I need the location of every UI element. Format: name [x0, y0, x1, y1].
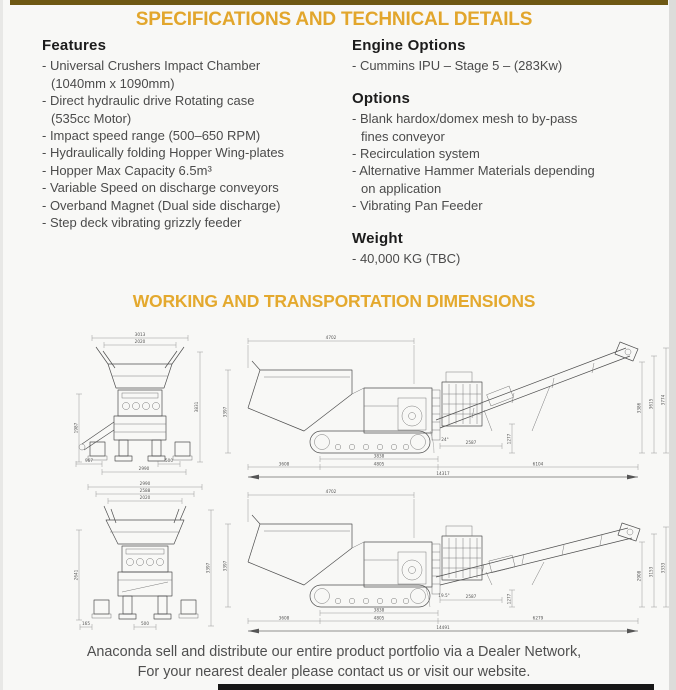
- dim-label: 3397: [222, 406, 228, 418]
- crusher-front-silhouette: [79, 347, 192, 461]
- engine-options-section: [352, 37, 622, 75]
- footer-line-1: Anaconda sell and distribute our entire product portfolio via a Dealer Network,: [86, 644, 582, 660]
- dim-label: 3838: [373, 607, 385, 613]
- dim-label: 2020: [139, 495, 151, 501]
- dimensions-section-title: WORKING AND TRANSPORTATION DIMENSIONS: [132, 291, 536, 311]
- list-item: - Cummins IPU – Stage 5 – (283Kw): [352, 58, 563, 74]
- footer-line-2: For your nearest dealer please contact us or visit our website.: [137, 663, 531, 680]
- options-section: [352, 90, 622, 215]
- dim-label: 4702: [325, 335, 337, 340]
- dim-label: 4805: [373, 615, 385, 621]
- options-column: [352, 37, 622, 282]
- dim-label: 3774: [660, 394, 666, 406]
- weight-list: [352, 250, 622, 267]
- dim-label: 14317: [436, 471, 450, 476]
- dim-label: 2587: [465, 440, 477, 445]
- dim-label: 3153: [648, 566, 654, 578]
- dim-label: 4702: [325, 489, 337, 494]
- dim-label: 500: [141, 621, 149, 626]
- dim-label: 6279: [532, 615, 544, 621]
- weight-heading: Weight: [352, 229, 403, 247]
- dim-label: 3013: [134, 332, 146, 337]
- dim-label: 6104: [532, 461, 544, 467]
- dim-label: 14491: [436, 625, 450, 630]
- list-item: - Vibrating Pan Feeder: [352, 198, 483, 214]
- dim-label: 2020: [134, 339, 146, 345]
- features-column: [42, 37, 342, 246]
- list-item: - Overband Magnet (Dual side discharge): [42, 197, 281, 213]
- dim-label: 3397: [222, 560, 228, 572]
- crusher-front-silhouette: [92, 506, 198, 619]
- dim-label: 1987: [74, 422, 79, 434]
- dim-label: 3397: [205, 562, 211, 574]
- dim-label: 3831: [194, 401, 199, 413]
- page-left-edge: [0, 0, 3, 690]
- dim-label: 4805: [373, 461, 385, 467]
- dim-label: 3615: [648, 398, 654, 410]
- dim-label: 24°: [441, 437, 449, 442]
- dim-label: 2588: [139, 488, 151, 494]
- engine-options-heading: Engine Options: [352, 37, 466, 54]
- list-item: - Recirculation system: [352, 146, 480, 162]
- engine-options-list: [352, 57, 622, 74]
- dim-label: 2587: [465, 594, 477, 599]
- transport-side-view-drawing: [202, 482, 670, 640]
- dim-label: 165: [82, 621, 90, 626]
- options-heading: Options: [352, 89, 411, 107]
- dim-label: 967: [85, 458, 93, 463]
- options-list: [352, 110, 622, 214]
- page-right-edge: [669, 0, 676, 690]
- list-item: - Hopper Max Capacity 6.5m³: [42, 162, 212, 178]
- features-heading: Features: [42, 37, 107, 54]
- list-item: - Step deck vibrating grizzly feeder: [42, 215, 242, 231]
- list-item: - Variable Speed on discharge conveyors: [42, 180, 279, 196]
- list-item: - Universal Crushers Impact Chamber (1040mm x 1090mm): [42, 58, 261, 91]
- dim-label: 2990: [138, 466, 150, 471]
- bottom-black-bar: [218, 684, 654, 690]
- dim-label: 500: [165, 458, 173, 463]
- features-section: [42, 37, 342, 231]
- list-item: - Alternative Hammer Materials depending on application: [352, 163, 595, 196]
- dim-label: 3608: [278, 461, 290, 467]
- footer-note: [0, 643, 668, 682]
- dim-label: 3608: [278, 615, 290, 621]
- page-title: SPECIFICATIONS AND TECHNICAL DETAILS: [135, 9, 533, 30]
- list-item: - Impact speed range (500–650 RPM): [42, 128, 261, 144]
- working-side-view-drawing: [202, 328, 670, 486]
- list-item: - Blank hardox/domex mesh to by-pass fines conveyor: [352, 111, 578, 144]
- dim-label: 1277: [506, 593, 512, 605]
- dim-label: 19.5°: [438, 593, 450, 598]
- dim-label: 2641: [74, 569, 79, 581]
- working-front-view-drawing: [74, 330, 206, 480]
- dim-label: 2990: [139, 481, 151, 486]
- transport-front-view-drawing: [74, 480, 216, 638]
- list-item: - Direct hydraulic drive Rotating case (535cc Motor): [42, 93, 255, 126]
- list-item: - 40,000 KG (TBC): [352, 251, 461, 267]
- dim-label: 3386: [636, 402, 642, 414]
- dim-label: 1277: [506, 433, 512, 445]
- dim-label: 3838: [373, 453, 385, 459]
- list-item: - Hydraulically folding Hopper Wing-plates: [42, 145, 285, 161]
- weight-section: [352, 230, 622, 268]
- dim-label: 3333: [660, 562, 666, 574]
- features-list: [42, 57, 342, 231]
- top-gold-bar: [10, 0, 668, 5]
- dim-label: 2908: [636, 570, 642, 582]
